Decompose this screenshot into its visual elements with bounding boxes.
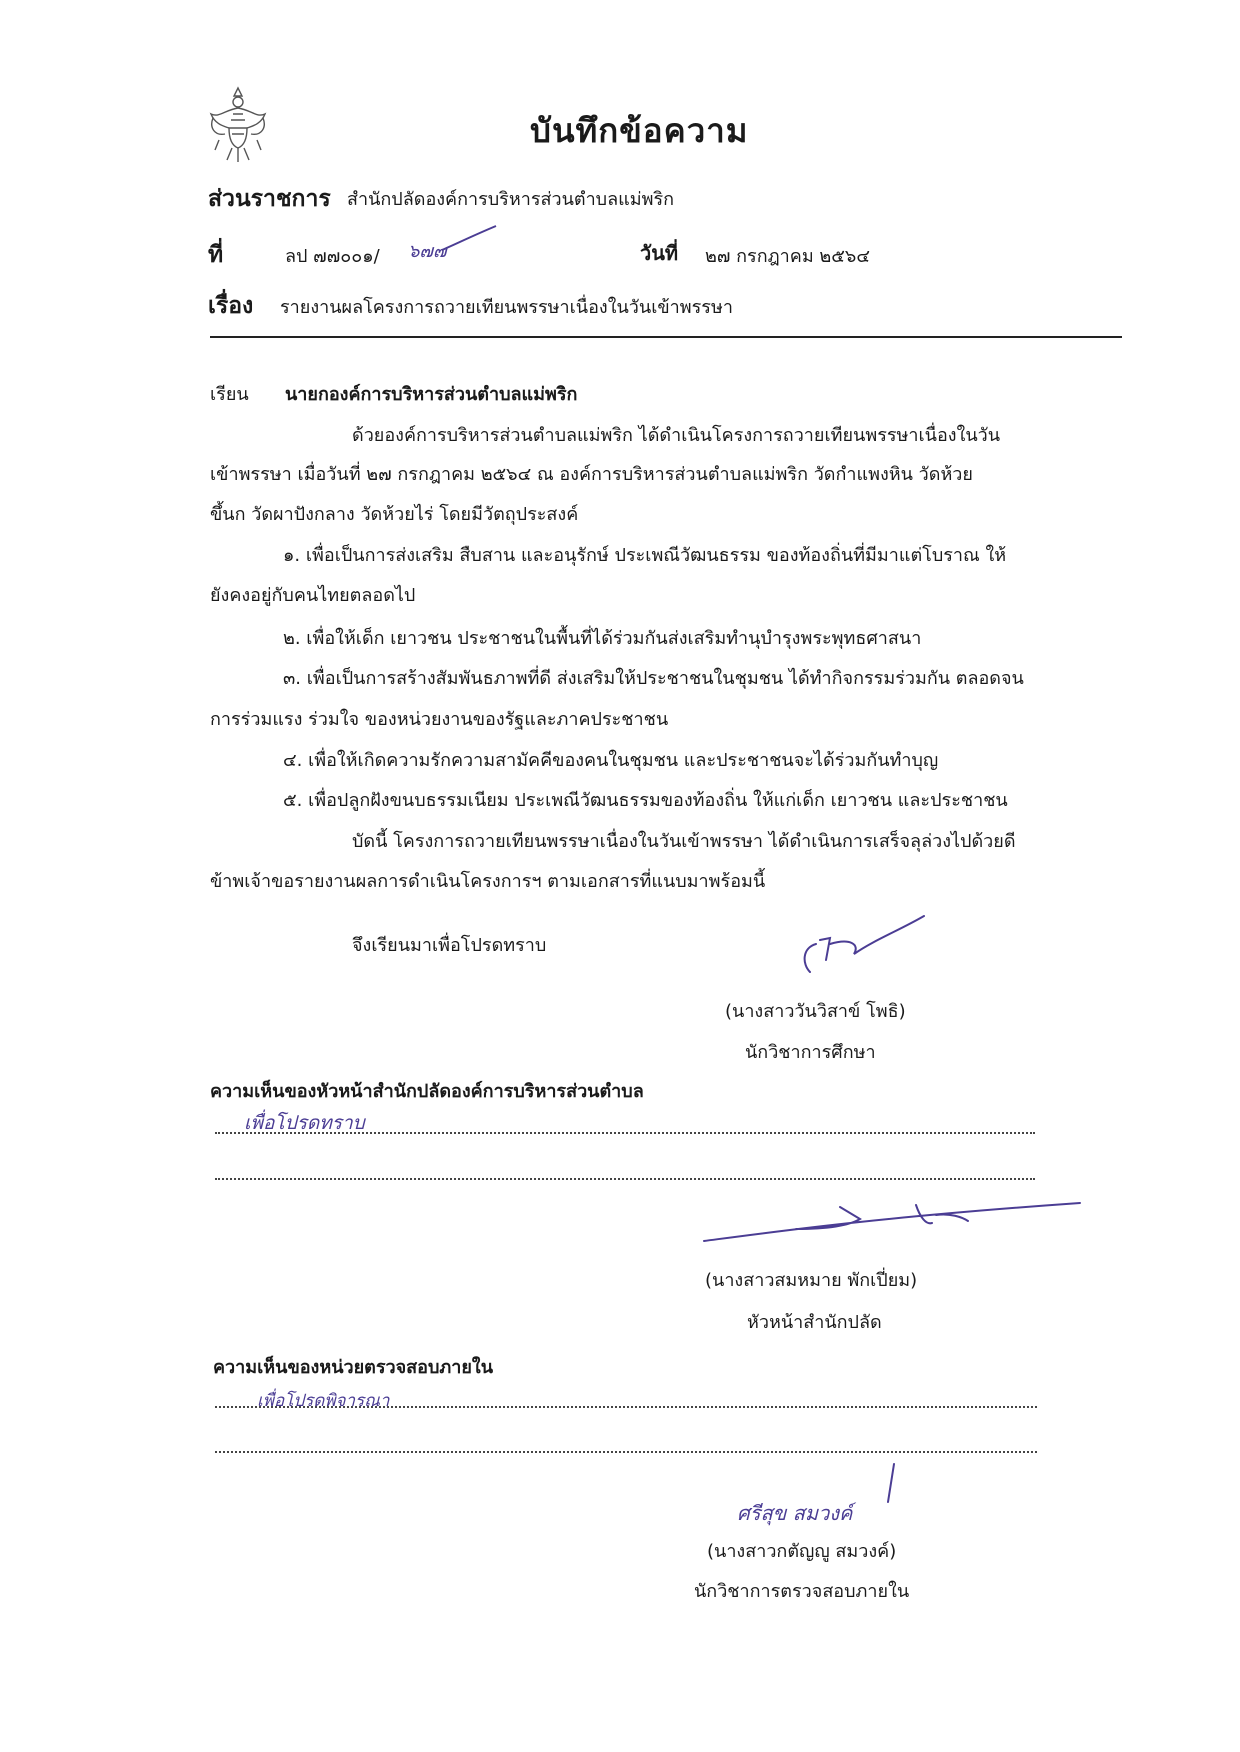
body-line: ข้าพเจ้าขอรายงานผลการดำเนินโครงการฯ ตามเอกสารที่แนบมาพร้อมนี้ [210,871,766,892]
ref-label: ที่ [208,242,224,268]
memo-title: บันทึกข้อความ [530,111,749,150]
signer-2-title: หัวหน้าสำนักปลัด [747,1312,882,1333]
objective-2: ๒. เพื่อให้เด็ก เยาวชน ประชาชนในพื้นที่ได้ร่วมกันส่งเสริมทำนุบำรุงพระพุทธศาสนา [283,628,922,649]
header-divider [210,336,1122,338]
objective-4: ๔. เพื่อให้เกิดความรักความสามัคคีของคนในชุมชน และประชาชนจะได้ร่วมกันทำบุญ [283,750,939,771]
signature-2 [700,1185,1100,1245]
body-line: บัดนี้ โครงการถวายเทียนพรรษาเนื่องในวันเข้าพรรษา ได้ดำเนินการเสร็จลุล่วงไปด้วยดี [352,831,1016,852]
subject-value: รายงานผลโครงการถวายเทียนพรรษาเนื่องในวันเข้าพรรษา [280,297,733,318]
signer-3-name: (นางสาวกตัญญู สมวงค์) [707,1541,897,1562]
signer-2-name: (นางสาวสมหมาย พักเปี่ยม) [705,1270,918,1291]
opinion-audit-line-1 [215,1406,1037,1408]
opinion-audit-handwritten: เพื่อโปรดพิจารณา [257,1391,390,1411]
opinion-head-heading: ความเห็นของหัวหน้าสำนักปลัดองค์การบริหารส่วนตำบล [210,1081,644,1102]
closing-text: จึงเรียนมาเพื่อโปรดทราบ [352,935,547,956]
ref-value: ลป ๗๗๐๐๑/ [285,246,380,267]
garuda-emblem-icon [205,84,271,164]
opinion-head-line-2 [215,1178,1035,1180]
signature-3-stroke [880,1462,900,1506]
opinion-audit-line-2 [215,1451,1037,1453]
division-label: ส่วนราชการ [208,186,331,212]
ref-pen-stroke [440,222,500,254]
opinion-head-line-1 [215,1132,1035,1134]
objective-1: ๑. เพื่อเป็นการส่งเสริม สืบสาน และอนุรักษ์ ประเพณีวัฒนธรรม ของท้องถิ่นที่มีมาแต่โบราณ ให้ [283,545,1007,566]
date-label: วันที่ [640,241,679,265]
signer-1-name: (นางสาววันวิสาข์ โพธิ) [725,1001,906,1022]
body-line: ขึ้นก วัดผาปังกลาง วัดห้วยไร่ โดยมีวัตถุประสงค์ [210,504,579,525]
signature-3: ศรีสุข สมวงค์ [737,1501,853,1525]
salutation-recipient: นายกองค์การบริหารส่วนตำบลแม่พริก [285,384,578,405]
opinion-audit-heading: ความเห็นของหน่วยตรวจสอบภายใน [213,1357,494,1378]
body-line: เข้าพรรษา เมื่อวันที่ ๒๗ กรกฎาคม ๒๕๖๔ ณ องค์การบริหารส่วนตำบลแม่พริก วัดกำแพงหิน วัดห้วย [210,464,973,485]
objective-1-cont: ยังคงอยู่กับคนไทยตลอดไป [210,585,416,606]
objective-5: ๕. เพื่อปลูกฝังขนบธรรมเนียม ประเพณีวัฒนธรรมของท้องถิ่น ให้แก่เด็ก เยาวชน และประชาชน [283,790,1008,811]
signer-1-title: นักวิชาการศึกษา [745,1042,876,1063]
objective-3: ๓. เพื่อเป็นการสร้างสัมพันธภาพที่ดี ส่งเสริมให้ประชาชนในชุมชน ได้ทำกิจกรรมร่วมกัน ตลอดจน [283,668,1024,689]
body-line: ด้วยองค์การบริหารส่วนตำบลแม่พริก ได้ดำเนินโครงการถวายเทียนพรรษาเนื่องในวัน [352,425,1001,446]
date-value: ๒๗ กรกฎาคม ๒๕๖๔ [705,246,870,267]
opinion-head-handwritten: เพื่อโปรดทราบ [244,1112,365,1134]
signature-1 [790,910,930,980]
division-value: สำนักปลัดองค์การบริหารส่วนตำบลแม่พริก [347,189,675,210]
signer-3-title: นักวิชาการตรวจสอบภายใน [694,1581,910,1602]
salutation-label: เรียน [210,384,249,405]
objective-3-cont: การร่วมแรง ร่วมใจ ของหน่วยงานของรัฐและภาคประชาชน [210,709,669,730]
ref-handwritten-number: ๖๗๗ [408,241,447,262]
subject-label: เรื่อง [208,293,254,319]
